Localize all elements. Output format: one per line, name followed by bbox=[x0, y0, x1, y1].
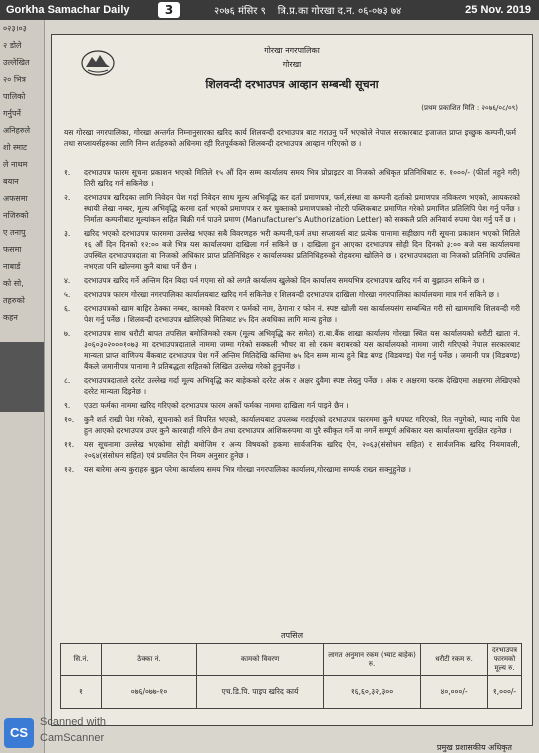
adjacent-column-line: को सो, bbox=[3, 279, 24, 288]
col-header-sn: सि.नं. bbox=[61, 644, 102, 676]
nepali-date: २०७६ मंसिर ९ bbox=[214, 6, 266, 17]
english-date: 25 Nov. 2019 bbox=[465, 4, 531, 16]
adjacent-column-line: नाबार्ड bbox=[3, 262, 21, 271]
adjacent-column-lines bbox=[0, 20, 44, 326]
condition-number: ११. bbox=[64, 440, 75, 449]
adjacent-column-line: पालिको bbox=[3, 92, 26, 101]
condition-number: ९. bbox=[64, 401, 71, 410]
adjacent-column bbox=[0, 20, 45, 753]
adjacent-column-line: २० भित्र bbox=[3, 75, 26, 84]
adjacent-column-line: नजिरुको bbox=[3, 211, 29, 220]
condition-number: ४. bbox=[64, 276, 71, 285]
condition-item bbox=[64, 275, 520, 286]
signature-title: प्रमुख प्रशासकीय अधिकृत bbox=[436, 743, 512, 752]
conditions-list bbox=[64, 167, 520, 478]
adjacent-column-line: बयान bbox=[3, 177, 19, 186]
cell-bid-security: ४०,०००/- bbox=[421, 676, 488, 709]
condition-item bbox=[64, 303, 520, 325]
org-name: गोरखा नगरपालिका bbox=[264, 46, 320, 55]
newspaper-name: Gorkha Samachar Daily bbox=[6, 4, 130, 16]
condition-item bbox=[64, 375, 520, 397]
condition-number: १२. bbox=[64, 465, 75, 474]
condition-text: दरभाउपत्र खरिद गर्ने अन्तिम दिन बिदा पर्न गएमा सो को लगतै कार्यालय खुलेको दिन कार्यालय समयभित्र दरभाउपत्र खरिद गर्न वा बुझाउन सकिने छ । bbox=[84, 276, 485, 285]
cell-contract-no: ०७६/०७७-१० bbox=[102, 676, 197, 709]
cell-description: एच.डि.पि. पाइप खरिद कार्य bbox=[197, 676, 324, 709]
condition-item bbox=[64, 439, 520, 461]
publish-date: (प्रथम प्रकाशित मिति : २०७६/०८/०९) bbox=[421, 104, 518, 112]
condition-text: कुनै शर्त राखी पेश गरेको, सूचनाको शर्त विपरित भएको, कार्यालयबाट उपलब्ध गराईएको दरभाउपत्र फारममा कुनै थपघट गरिएको, रित नपुगेको, म्याद नाघि पेश हुन आएको दरभाउपत्र उपर कुनै कारवाही गरिने छैन तथा दरभाउपत्र आंशिकरुपमा वा पुरै स्वीकृत गर्ने वा नगर्ने सम्पूर्ण अधिकार यस कार्यालयमा सुरक्षित रहनेछ । bbox=[84, 415, 520, 435]
adjacent-column-line: ले नाथम bbox=[3, 160, 28, 169]
adjacent-column-line: तहरुको bbox=[3, 296, 25, 305]
cell-form-price: १,०००/- bbox=[488, 676, 522, 709]
table-row bbox=[61, 676, 522, 709]
notice-title: शिलवन्दी दरभाउपत्र आव्हान सम्बन्धी सूचना bbox=[205, 78, 379, 91]
condition-text: यस बारेमा अन्य कुराहरु बुझ्न परेमा कार्यालय समय भित्र गोरखा नगरपालिका कार्यालय,गोरखामा सम्पर्क राख्न सक्नुहुनेछ । bbox=[84, 465, 411, 474]
condition-number: ६. bbox=[64, 304, 71, 313]
condition-text: यस सूचनामा उल्लेख भएकोमा सोही बमोजिम र अन्य विषयको हकमा सार्वजनिक खरिद ऐन, २०६३(संसोधन सहित) र सार्वजनिक खरिद नियमावली, २०६४(संसोधन सहित) एवं प्रचलित ऐन नियम अनुसार हुनेछ । bbox=[84, 440, 520, 460]
col-header-bid-security: धरौटी रकम रु. bbox=[421, 644, 488, 676]
page-number: 3 bbox=[158, 2, 180, 18]
adjacent-column-line: अफसमा bbox=[3, 194, 28, 203]
condition-number: २. bbox=[64, 193, 71, 202]
table-caption: तपसिल bbox=[280, 631, 303, 640]
adjacent-column-line: २ डोले bbox=[3, 41, 22, 50]
table-header-row bbox=[61, 644, 522, 676]
condition-item bbox=[64, 400, 520, 411]
condition-item bbox=[64, 167, 520, 189]
adjacent-column-line: शो स्माट bbox=[3, 143, 28, 152]
adjacent-column-line: ०२३।०३ bbox=[3, 24, 27, 33]
condition-text: खरिद भएको दरभाउपत्र फारममा उल्लेख भएका सबै विवरणहरु भरी कम्पनी,फर्म तथा सप्लायर्स बाट प्रत्येक पानामा सहीछाप गरी सूचना प्रकाशन भएको मितिले १६ औं दिन दिनको १२:०० बजे भित्र यस कार्यालयमा दाखिला गर्न सकिने छ । दाखिला हुन आएका दरभाउपत्र सोही दिन दिनको ३:०० बजे यस कार्यालयमा उपस्थित दरभाउपत्रदाता वा निजको अधिकार प्राप्त प्रतिनिधिहरु र कार्यालयका प्रतिनिधिहरुको रोहवरमा खोलिने छ । दरभाउपत्रदाता वा निजको प्रतिनिधि उपस्थित नभएता पनि खोल्नमा कुनै बाधा पर्ने छैन । bbox=[84, 229, 520, 271]
condition-number: १०. bbox=[64, 415, 75, 424]
condition-number: ३. bbox=[64, 229, 71, 238]
condition-number: ७. bbox=[64, 329, 71, 338]
condition-item bbox=[64, 228, 520, 272]
camscanner-watermark bbox=[4, 716, 134, 750]
condition-text: दरभाउपत्रको खाम बाहिर ठेक्का नम्बर, कामको विवरण र फर्मको नाम, ठेगाना र फोन नं. स्पष्ट खोली यस कार्यालयसंग सम्बन्धित गरी सो खाममाथि शिलवन्दी गरी पेश गर्नु पर्नेछ । शिलवन्दी दरभाउपत्र खोलिएको मितिबाट ४५ दिन अवधिका लागि मान्य हुनेछ । bbox=[84, 304, 520, 324]
adjacent-dark-block bbox=[0, 342, 44, 412]
condition-text: दरभाउपत्र फारम गोरखा नगरपालिका कार्यालयबाट खरिद गर्न सकिनेछ र शिलवन्दी दरभाउपत्र दाखिला गोरखा नगरपालिका कार्यालयमा मात्र गर्न सकिने छ । bbox=[84, 290, 500, 299]
condition-item bbox=[64, 414, 520, 436]
condition-item bbox=[64, 328, 520, 372]
condition-text: दरभाउपत्र फारम सूचना प्रकाशन भएको मितिले १५ औं दिन सम्म कार्यालय समय भित्र प्रोप्राइटर वा निजको अधिकृत प्रतिनिधिबाट रु. १०००/- (फीर्ता नहुने गरी) तिरी खरिद गर्न सकिनेछ । bbox=[84, 168, 520, 188]
condition-text: दरभाउपत्र खरिदका लागि निवेदन पेश गर्दा निवेदन साथ मूल्य अभिवृद्धि कर दर्ता प्रमाणपत्र, फर्म,संस्था वा कम्पनी दर्ताको प्रमाणपत्र नविकरण भएको, आयकरको स्थायी लेखा नम्बर, मूल्य अभिवृद्धि करमा दर्ता भएको प्रमाणपत्र र कर चुक्ताको प्रमाणपत्रको नोटरी पब्लिकबाट प्रमाणित गरेको प्रमाणित प्रतिलिपि पेश गर्नु पर्नेछ । निर्माता कम्पनीबाट मूल्यांकन सहित बिक्री गर्न पाउने प्रमाण (Manufacturer's Authorization Letter) को सक्कलै प्रति अनिवार्य रुपमा पेश गर्नु पर्ने छ । bbox=[84, 193, 520, 224]
condition-item bbox=[64, 289, 520, 300]
adjacent-column-line: ए तनापु bbox=[3, 228, 26, 237]
adjacent-column-line: कहन bbox=[3, 313, 18, 322]
col-header-contract-no: ठेक्का नं. bbox=[102, 644, 197, 676]
condition-text: दरभाउपत्रदाताले दररेट उल्लेख गर्दा मूल्य अभिवृद्धि कर बाहेकको दररेट अंक र अक्षर दुवैमा स्पष्ट लेख्नु पर्नेछ । अंक र अक्षरमा फरक देखिएमा अक्षरमा लेखिएको दररेट मान्यता दिइनेछ । bbox=[84, 376, 520, 396]
newspaper-header bbox=[0, 0, 539, 20]
org-place: गोरखा bbox=[282, 60, 302, 69]
condition-number: ५. bbox=[64, 290, 71, 299]
watermark-line-2: CamScanner bbox=[40, 732, 105, 744]
adjacent-column-line: उल्लेखित bbox=[3, 58, 30, 67]
condition-text: दरभाउपत्र साथ धरौटी बापत तपसिल बमोजिमको रकम (मूल्य अभिवृद्धि कर समेत) रा.बा.बैंक शाखा कार्यालय गोरखा स्थित यस कार्यालयको धरौटी खाता नं. ३०६०३०२०००१०७३ मा दरभाउपत्रदाताले नाममा जम्मा गरेको सक्कली भौचर वा सो रकम बराबरको यस कार्यालयको नाममा जारी गरिएको नेपाल सरकारबाट मान्यता प्राप्त वाणिज्य बैंकबाट दरभाउपत्र पेश गर्ने अन्तिम मितिदेखि कम्तिमा ७५ दिन सम्म मान्य हुने बिड बण्ड (विडबण्ड) पेश गर्नु पर्नेछ । जमानी पत्र (विडबण्ड) बैंकले जमानीपत्र पानामा नै प्रतिबद्धता सहितको लिखित उल्लेख गरेको हुनुपर्नेछ । bbox=[84, 329, 520, 371]
watermark-line-1: Scanned with bbox=[40, 716, 107, 728]
cell-sn: १ bbox=[61, 676, 102, 709]
adjacent-column-line: गर्नुपर्ने bbox=[3, 109, 21, 118]
col-header-form-price: दरभाउपत्र फारमको मूल्य रु. bbox=[488, 644, 522, 676]
adjacent-column-line: अनिहरुले bbox=[3, 126, 31, 135]
col-header-description: कामको विवरण bbox=[197, 644, 324, 676]
condition-text: एउटा फर्मका नाममा खरिद गरिएको दरभाउपत्र फारम अर्को फर्मका नाममा दाखिला गर्न पाइने छैन । bbox=[84, 401, 349, 410]
col-header-cost-estimate: लागत अनुमान रकम (भ्याट बाहेक) रु. bbox=[324, 644, 421, 676]
cell-cost-estimate: १६,६०,३२,३०० bbox=[324, 676, 421, 709]
camscanner-logo-icon: CS bbox=[4, 718, 34, 748]
tender-table bbox=[60, 643, 522, 709]
registration-number: त्रि.प्र.का गोरखा द.न. ०६-०७३ ७४ bbox=[277, 6, 402, 17]
condition-item bbox=[64, 464, 520, 475]
notice-intro: यस गोरखा नगरपालिका, गोरखा अन्तर्गत निम्नानुसारका खरिद कार्य शिलवन्दी दरभाउपत्र बाट गराउनु पर्ने भएकोले नेपाल सरकारबाट इजाजत प्राप्त इच्छुक कम्पनी,फर्म तथा सप्लायर्सहरुका लागि निम्न शर्तहरुको अधिनमा रही रितपूर्वकको शिलबन्दी दरभाउपत्र आव्हान गरिएको छ । bbox=[64, 128, 516, 148]
condition-item bbox=[64, 192, 520, 225]
adjacent-column-line: फसमा bbox=[3, 245, 22, 254]
condition-number: ८. bbox=[64, 376, 71, 385]
condition-number: १. bbox=[64, 168, 71, 177]
